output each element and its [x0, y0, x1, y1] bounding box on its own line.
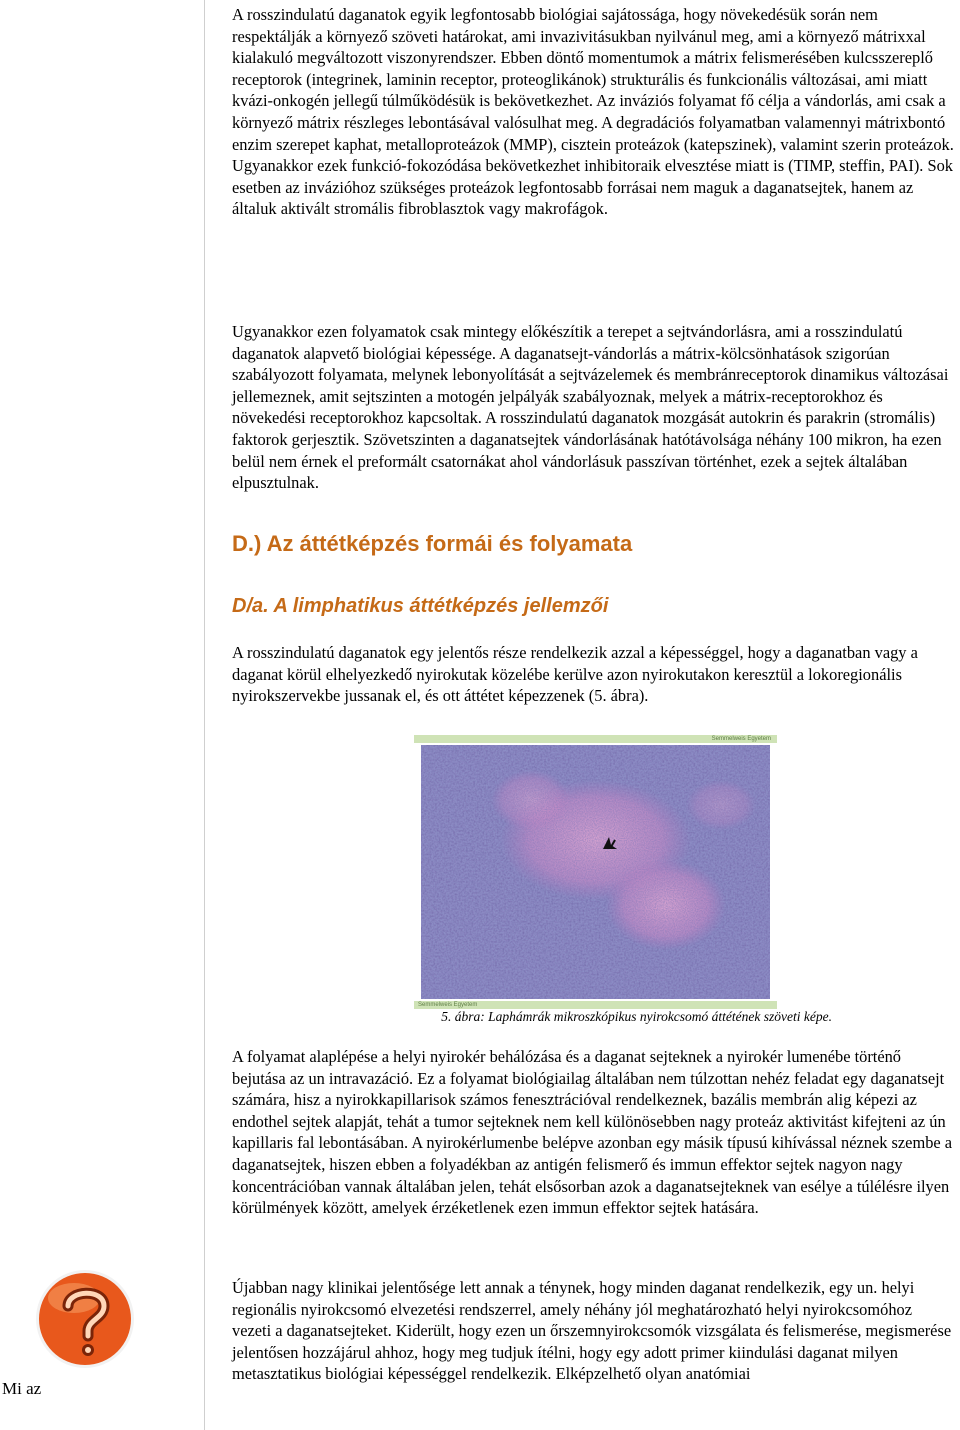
- paragraph-lymphatic-intro: A rosszindulatú daganatok egy jelentős része rendelkezik azzal a képességgel, hogy a daganatban vagy a daganat körül elhelyezkedő nyirokutak közelébe kerülve azon nyirokutakon keresztül a lokoregionális nyirokszervekbe jussanak el, és ott áttétet képezzenek (5. ábra).: [232, 643, 918, 706]
- lymph-node-micrograph-image: [421, 745, 770, 999]
- sidebar-divider: [204, 0, 205, 1430]
- sidebar-label: Mi az: [2, 1379, 42, 1398]
- section-heading: D.) Az áttétképzés formái és folyamata: [232, 531, 633, 556]
- figure-watermark-top: Semmelweis Egyetem: [414, 735, 777, 743]
- figure-caption: 5. ábra: Laphámrák mikroszkópikus nyirokcsomó áttétének szöveti képe.: [441, 1009, 832, 1024]
- paragraph-intravasation: A folyamat alaplépése a helyi nyirokér behálózása és a daganat sejteknek a nyirokér lumenébe történő bejutása az un intravazáció. Ez a folyamat biológiailag általában nem túlzottan nehéz feladat egy daganatsejt számára, hisz a nyirokkapillarisok számos fenesztrációval rendelkeznek, bazális membrán alig képezi az endothel sejtek alapját, tehát a tumor sejteknek nem kell különösebben nagy proteáz aktivitást kifejteni az ún kapillaris fal lebontásában. A nyirokérlumenbe belépve azonban egy másik típusú kihívással néznek szembe a daganatsejtek, hiszen ebben a folyadékban az antigén felismerő és immun effektor sejtek nagyon nagy koncentrációban vannak általában jelen, tehát elsősorban azok a daganatsejteknek van esélye a túlélésre ilyen körülmények között, amelyek érzéketlenek ezen immun effektor sejtek hatására.: [232, 1047, 953, 1218]
- micrograph-figure: [414, 735, 777, 1011]
- paragraph-sentinel-nodes: Újabban nagy klinikai jelentősége lett annak a ténynek, hogy minden daganat rendelkezik, egy un. helyi regionális nyirokcsomó elvezetési rendszerrel, amely néhány jól meghatározható helyi nyirokcsomóhoz vezeti a daganatsejteket. Kiderült, hogy ezen un őrszemnyirokcsomók vizsgálata és felismerése, megismerése jelentősen hozzájárul ahhoz, hogy meg tudjuk ítélni, hogy egy adott primer kiindulási daganat milyen metasztatikus biológiai képességgel rendelkezik. Elképzelhető olyan anatómiai: [232, 1278, 952, 1384]
- question-mark-icon[interactable]: [34, 1268, 136, 1370]
- subsection-heading: D/a. A limphatikus áttétképzés jellemzői: [232, 595, 609, 617]
- paragraph-invasion: A rosszindulatú daganatok egyik legfontosabb biológiai sajátossága, hogy növekedésük során nem respektálják a környező szöveti határokat, ami invazivitásukban nyilvánul meg, ami a környező mátrixxal kialakuló megváltozott viszonyrendszer. Ebben döntő momentumok a mátrix felismerésében kulcsszereplő receptorok (integrinek, laminin receptor, proteoglikánok) strukturális és funkcionális változásai, ami miatt kvázi-onkogén jellegű túlműködésük is bekövetkezhet. Az inváziós folyamat fő célja a vándorlás, ami csak a környező mátrix részleges lebontásával valósulhat meg. A degradációs folyamatban valamennyi mátrixbontó enzim szerepet kaphat, metalloproteázok (MMP), cisztein proteázok (katepszinek), valamint szerin proteázok. Ugyanakkor ezek funkció-fokozódása bekövetkezhet inhibitoraik elvesztése miatt is (TIMP, steffin, PAI). Sok esetben az invázióhoz szükséges proteázok legfontosabb forrásai nem maguk a daganatsejtek, hanem az általuk aktivált stromális fibroblasztok vagy makrofágok.: [232, 5, 954, 219]
- paragraph-migration: Ugyanakkor ezen folyamatok csak mintegy előkészítik a terepet a sejtvándorlásra, ami a rosszindulatú daganatok alapvető biológiai képessége. A daganatsejt-vándorlás a mátrix-kölcsönhatások szigorúan szabályozott folyamata, melynek lebonyolítását a sejtvázelemek és membránreceptorok dinamikus változásai jellemeznek, amit sejtszinten a motogén jelpályák szabályoznak, melyek a mátrix-receptorokhoz és növekedési receptorokhoz kapcsoltak. A rosszindulatú daganatok mozgását autokrin és parakrin (stromális) faktorok gerjesztik. Szövetszinten a daganatsejtek vándorlásának hatótávolsága néhány 100 mikron, ha ezen belül nem érnek el preformált csatornákat ahol vándorlásuk passzívan történhet, ezek a sejtek általában elpusztulnak.: [232, 322, 949, 493]
- document-body: [232, 4, 954, 1384]
- figure-watermark-bottom: Semmelweis Egyetem: [414, 1001, 777, 1009]
